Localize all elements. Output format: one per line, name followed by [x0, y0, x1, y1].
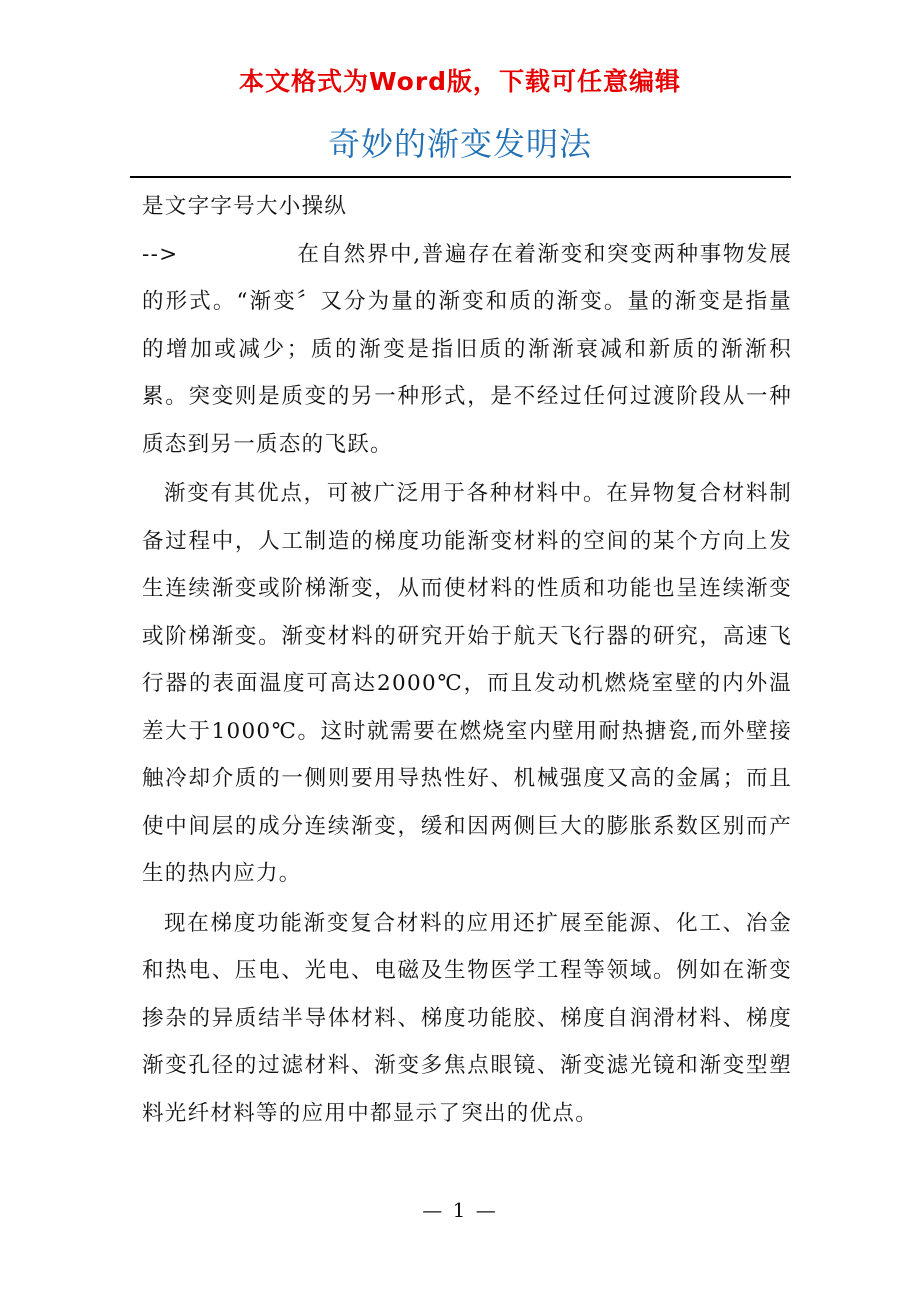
format-notice-banner: 本文格式为Word版，下载可任意编辑: [238, 67, 682, 96]
paragraph-intro: [142, 231, 792, 469]
paragraph-applications: 现在梯度功能渐变复合材料的应用还扩展至能源、化工、冶金和热电、压电、光电、电磁及生物医学工程等领域。例如在渐变掺杂的异质结半导体材料、梯度功能胶、梯度自润滑材料、梯度渐变孔径的过滤材料、渐变多焦点眼镜、渐变滤光镜和渐变型塑料光纤材料等的应用中都显示了突出的优点。: [142, 910, 792, 1126]
paragraph-intro-text: 在自然界中,普遍存在着渐变和突变两种事物发展的形式。“渐变〞又分为量的渐变和质的渐变。量的渐变是指量的增加或减少；质的渐变是指旧质的渐渐衰减和新质的渐渐积累。突变则是质变的另一种形式，是不经过任何过渡阶段从一种质态到另一质态的飞跃。: [142, 241, 792, 457]
document-body: [142, 183, 792, 1137]
arrow-marker: -->: [142, 241, 179, 267]
document-title: 奇妙的渐变发明法: [327, 125, 592, 163]
paragraph-gradient-materials: 渐变有其优点，可被广泛用于各种材料中。在异物复合材料制备过程中，人工制造的梯度功能渐变材料的空间的某个方向上发生连续渐变或阶梯渐变，从而使材料的性质和功能也呈连续渐变或阶梯渐变。渐变材料的研究开始于航天飞行器的研究，高速飞行器的表面温度可高达2000℃，而且发动机燃烧室壁的内外温差大于1000℃。这时就需要在燃烧室内壁用耐热搪瓷,而外壁接触冷却介质的一侧则要用导热性好、机械强度又高的金属；而且使中间层的成分连续渐变，缓和因两侧巨大的膨胀系数区别而产生的热内应力。: [142, 481, 792, 886]
subtitle-line: 是文字字号大小操纵: [142, 194, 348, 219]
page-number: — 1 —: [422, 1198, 498, 1222]
title-divider: [130, 176, 791, 178]
